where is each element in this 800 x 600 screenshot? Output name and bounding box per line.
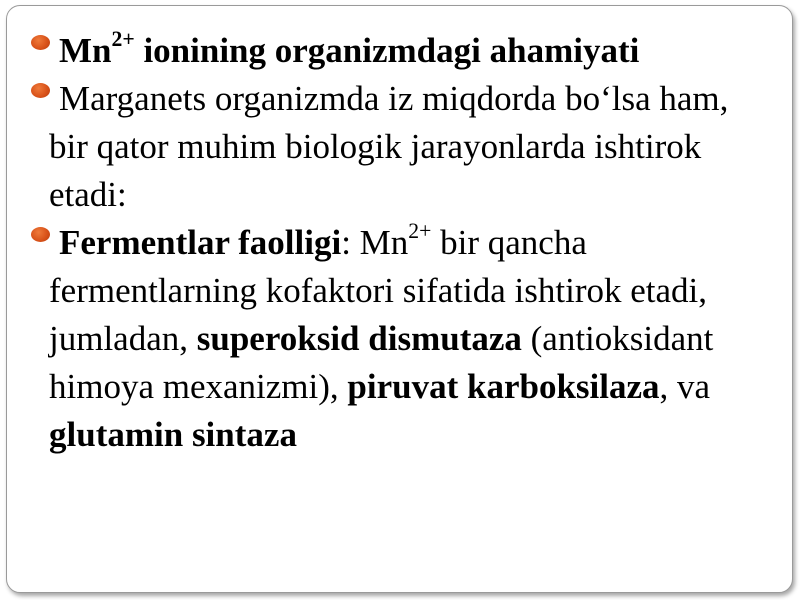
enzyme-mid1: (antioksidant himoya mexanizmi), xyxy=(49,319,714,406)
bullet-dot-icon xyxy=(31,83,50,98)
enzyme-term: Fermentlar faolligi xyxy=(59,223,342,262)
slide-body xyxy=(31,27,771,459)
heading-charge: 2+ xyxy=(111,27,135,52)
enzyme-charge: 2+ xyxy=(408,219,432,244)
heading-rest: ionining organizmdagi ahamiyati xyxy=(134,31,640,70)
heading-mn: Mn xyxy=(59,31,112,70)
enzyme-after-charge: bir qancha fermentlarning kofaktori sifatida ishtirok etadi, jumladan, xyxy=(49,223,707,358)
enzyme-sod: superoksid dismutaza xyxy=(196,319,522,358)
bullet-item-enzymes xyxy=(31,219,771,459)
enzyme-mid2: , va xyxy=(659,367,711,406)
slide-frame xyxy=(6,5,793,593)
enzyme-glutamine: glutamin sintaza xyxy=(49,415,297,454)
bullet-item-intro xyxy=(31,75,771,219)
intro-text: Marganets organizmda iz miqdorda bo‘lsa ham, bir qator muhim biologik jarayonlarda ishtirok etadi: xyxy=(49,79,729,214)
enzyme-colon: : Mn xyxy=(341,223,409,262)
enzyme-pyruvate: piruvat karboksilaza xyxy=(347,367,660,406)
bullet-dot-icon xyxy=(31,227,50,242)
bullet-item-heading xyxy=(31,27,771,75)
bullet-dot-icon xyxy=(31,35,50,50)
